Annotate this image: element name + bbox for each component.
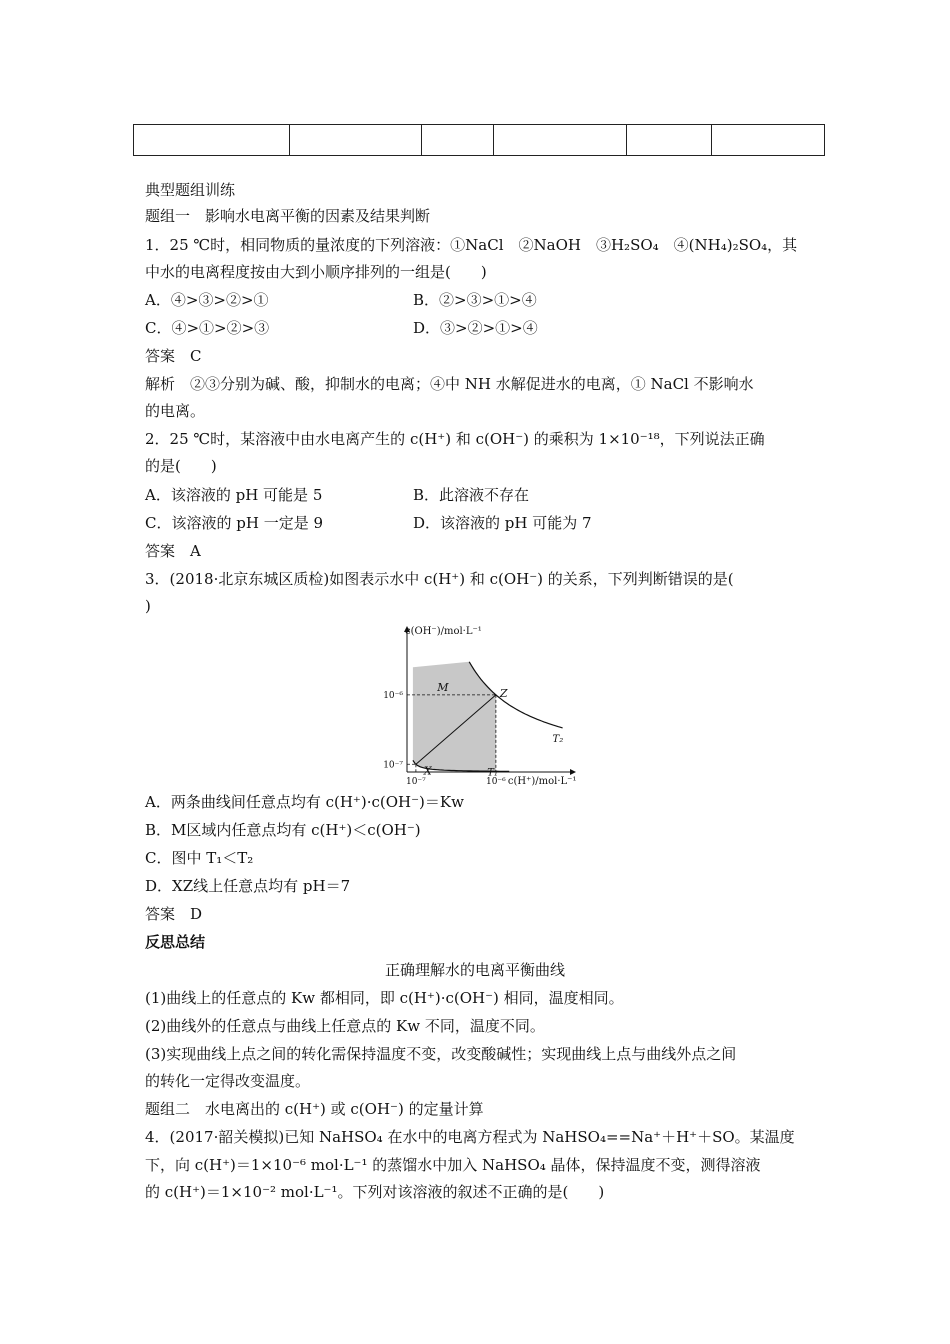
x-axis-label: c(H⁺)/mol·L⁻¹ — [507, 776, 577, 787]
text-line: A．两条曲线间任意点均有 c(H⁺)·c(OH⁻)＝Kw — [145, 793, 464, 811]
text-line: C．图中 T₁＜T₂ — [145, 849, 254, 867]
text-line: 答案 D — [145, 905, 203, 923]
x-tick-label: 10⁻⁶ — [485, 777, 506, 787]
text-line: (2)曲线外的任意点与曲线上任意点的 Kw 不同，温度不同。 — [145, 1017, 545, 1035]
text-line: A．该溶液的 pH 可能是 5 — [145, 486, 323, 504]
table-cell — [422, 125, 494, 156]
text-line: 的转化一定得改变温度。 — [145, 1072, 311, 1090]
text-line: 反思总结 — [145, 933, 206, 951]
option-text: B．此溶液不存在 — [413, 486, 530, 504]
text-line: 正确理解水的电离平衡曲线 — [384, 961, 565, 979]
text-line: 3．(2018·北京东城区质检)如图表示水中 c(H⁺) 和 c(OH⁻) 的关系，下列判断错误的是( — [145, 570, 734, 588]
text-line: 的是( ) — [145, 457, 217, 475]
text-line: (3)实现曲线上点之间的转化需保持温度不变，改变酸碱性；实现曲线上点与曲线外点之间 — [145, 1045, 737, 1063]
table-cell — [712, 125, 825, 156]
series-t1-label: T₁ — [487, 767, 498, 779]
text-line: B．M区域内任意点均有 c(H⁺)＜c(OH⁻) — [145, 821, 421, 839]
region-m-label: M — [437, 681, 449, 694]
y-tick-label: 10⁻⁷ — [383, 760, 403, 771]
text-line: 题组二 水电离出的 c(H⁺) 或 c(OH⁻) 的定量计算 — [145, 1100, 484, 1118]
blank-table — [133, 124, 825, 156]
option-text: B．②>③>①>④ — [413, 291, 537, 309]
text-line: 答案 A — [145, 542, 201, 560]
y-axis-label: c(OH⁻)/mol·L⁻¹ — [405, 626, 482, 637]
table-cell — [134, 125, 290, 156]
point-x-label: X — [423, 764, 432, 778]
region-m — [413, 662, 496, 771]
option-text: D．该溶液的 pH 可能为 7 — [413, 514, 592, 532]
water-ionization-chart — [372, 622, 582, 787]
point-z-label: Z — [499, 686, 508, 700]
text-line: 解析 ②③分别为碱、酸，抑制水的电离；④中 NH 水解促进水的电离，① NaCl 不影响水 — [145, 375, 754, 393]
text-line: C．该溶液的 pH 一定是 9 — [145, 514, 324, 532]
text-line: 的 c(H⁺)＝1×10⁻² mol·L⁻¹。下列对该溶液的叙述不正确的是( ) — [145, 1183, 605, 1201]
text-line: 2．25 ℃时，某溶液中由水电离产生的 c(H⁺) 和 c(OH⁻) 的乘积为 1×10⁻¹⁸，下列说法正确 — [145, 430, 765, 448]
option-text: D．③>②>①>④ — [413, 319, 538, 337]
series-t2-label: T₂ — [552, 733, 564, 745]
text-line: 题组一 影响水电离平衡的因素及结果判断 — [145, 207, 431, 225]
table-cell — [494, 125, 627, 156]
text-line: 的电离。 — [145, 402, 206, 420]
text-line: A．④>③>②>① — [145, 291, 269, 309]
text-line: ) — [145, 597, 151, 615]
y-tick-label: 10⁻⁶ — [383, 690, 403, 701]
text-line: C．④>①>②>③ — [145, 319, 270, 337]
text-line: 4．(2017·韶关模拟)已知 NaHSO₄ 在水中的电离方程式为 NaHSO₄==Na⁺＋H⁺＋SO。某温度 — [145, 1128, 795, 1146]
text-line: 中水的电离程度按由大到小顺序排列的一组是( ) — [145, 263, 487, 281]
x-tick-label: 10⁻⁷ — [405, 777, 426, 787]
text-line: 答案 C — [145, 347, 202, 365]
table-cell — [290, 125, 422, 156]
text-line: 典型题组训练 — [145, 181, 236, 199]
text-line: (1)曲线上的任意点的 Kw 都相同，即 c(H⁺)·c(OH⁻) 相同，温度相同。 — [145, 989, 624, 1007]
table-cell — [627, 125, 712, 156]
text-line: D．XZ线上任意点均有 pH＝7 — [145, 877, 351, 895]
text-line: 下，向 c(H⁺)＝1×10⁻⁶ mol·L⁻¹ 的蒸馏水中加入 NaHSO₄ 晶体，保持温度不变，测得溶液 — [145, 1156, 761, 1174]
text-line: 1．25 ℃时，相同物质的量浓度的下列溶液：①NaCl ②NaOH ③H₂SO₄ ④(NH₄)₂SO₄，其 — [145, 236, 798, 254]
